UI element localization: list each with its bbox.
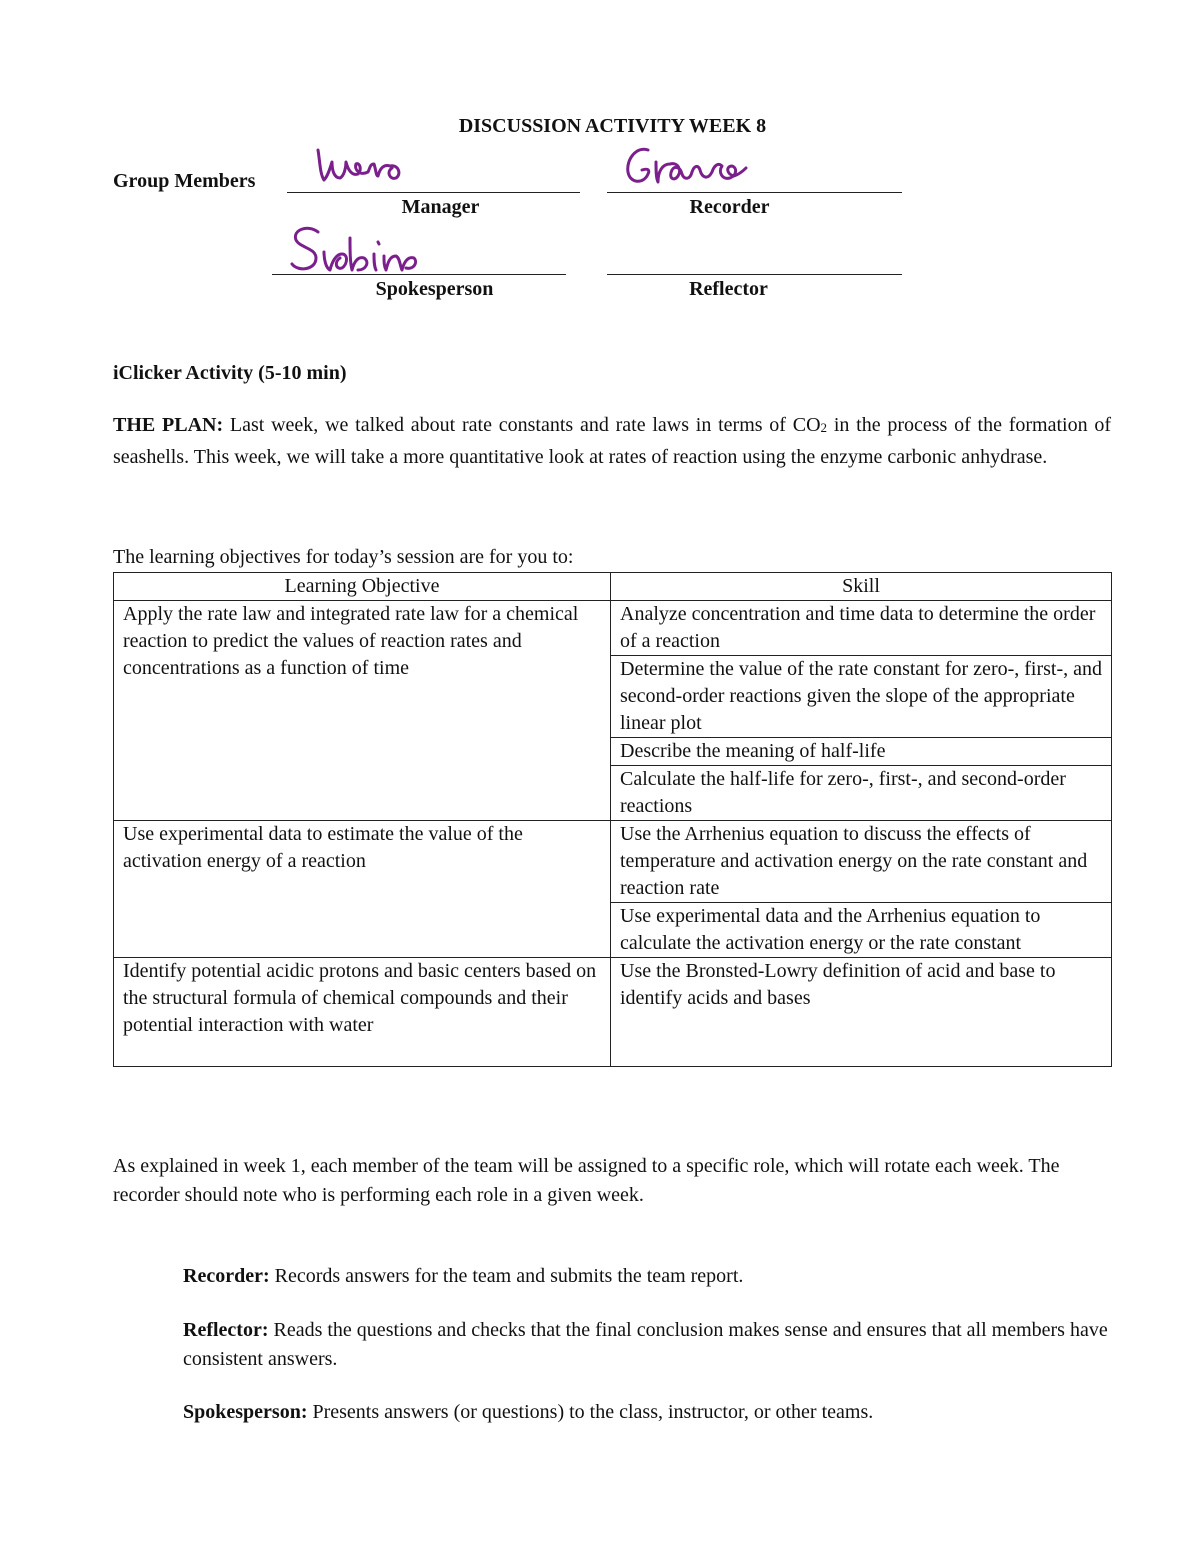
objective-cell: Identify potential acidic protons and basic centers based on the structural formula of chemical compounds and their potential interaction with water bbox=[114, 958, 611, 1067]
reflector-role-label: Reflector bbox=[689, 278, 768, 300]
plan-subscript: 2 bbox=[820, 420, 828, 435]
plan-text-2: in the process of the formation of seashells. This week, we will take a more quantitative look at rates of reaction using the enzyme carbonic anhydrase. bbox=[113, 414, 1112, 468]
skill-cell: Analyze concentration and time data to determine the order of a reaction bbox=[611, 601, 1112, 656]
table-row bbox=[114, 821, 1112, 903]
group-members-label: Group Members bbox=[113, 170, 256, 192]
skill-cell: Use experimental data and the Arrhenius equation to calculate the activation energy or the rate constant bbox=[611, 903, 1112, 958]
plan-text-1: Last week, we talked about rate constants and rate laws in terms of CO bbox=[229, 414, 821, 436]
page-title: DISCUSSION ACTIVITY WEEK 8 bbox=[458, 115, 767, 137]
spokesperson-desc-text: Presents answers (or questions) to the class, instructor, or other teams. bbox=[312, 1401, 874, 1423]
roles-intro-paragraph: As explained in week 1, each member of the team will be assigned to a specific role, which will rotate each week. The recorder should note who is performing each role in a given week. bbox=[113, 1155, 1060, 1206]
reflector-line bbox=[607, 274, 902, 275]
iclicker-heading: iClicker Activity (5-10 min) bbox=[113, 362, 347, 384]
skill-header: Skill bbox=[611, 573, 1112, 601]
objectives-intro: The learning objectives for today’s session are for you to: bbox=[113, 546, 574, 568]
plan-label: THE PLAN: bbox=[113, 414, 224, 436]
reflector-description bbox=[183, 1316, 1113, 1374]
skill-cell: Use the Bronsted-Lowry definition of acid and base to identify acids and bases bbox=[611, 958, 1112, 1067]
learning-objectives-table bbox=[113, 572, 1112, 1067]
objective-cell: Apply the rate law and integrated rate law for a chemical reaction to predict the values of reaction rates and concentrations as a function of time bbox=[114, 601, 611, 821]
reflector-desc-text: Reads the questions and checks that the final conclusion makes sense and ensures that all members have consistent answers. bbox=[183, 1319, 1108, 1370]
manager-role-label: Manager bbox=[401, 196, 480, 218]
plan-paragraph bbox=[113, 410, 1111, 473]
learning-objective-header: Learning Objective bbox=[114, 573, 611, 601]
recorder-line bbox=[607, 192, 902, 193]
recorder-signature bbox=[622, 140, 752, 192]
skill-cell: Use the Arrhenius equation to discuss the effects of temperature and activation energy on the rate constant and reaction rate bbox=[611, 821, 1112, 903]
spokesperson-description bbox=[183, 1398, 1113, 1427]
objective-cell: Use experimental data to estimate the value of the activation energy of a reaction bbox=[114, 821, 611, 958]
table-row bbox=[114, 958, 1112, 1067]
spokesperson-line bbox=[272, 274, 566, 275]
skill-cell: Determine the value of the rate constant for zero-, first-, and second-order reactions given the slope of the appropriate linear plot bbox=[611, 656, 1112, 738]
table-header-row bbox=[114, 573, 1112, 601]
recorder-term: Recorder: bbox=[183, 1265, 270, 1287]
spokesperson-role-label: Spokesperson bbox=[375, 278, 494, 300]
spokesperson-term: Spokesperson: bbox=[183, 1401, 308, 1423]
spokesperson-signature bbox=[286, 222, 420, 278]
manager-signature bbox=[312, 140, 422, 192]
recorder-description bbox=[183, 1262, 1113, 1291]
skill-cell: Calculate the half-life for zero-, first-, and second-order reactions bbox=[611, 766, 1112, 821]
recorder-desc-text: Records answers for the team and submits the team report. bbox=[274, 1265, 744, 1287]
recorder-role-label: Recorder bbox=[689, 196, 770, 218]
reflector-term: Reflector: bbox=[183, 1319, 269, 1341]
manager-line bbox=[287, 192, 580, 193]
skill-cell: Describe the meaning of half-life bbox=[611, 738, 1112, 766]
table-row bbox=[114, 601, 1112, 656]
